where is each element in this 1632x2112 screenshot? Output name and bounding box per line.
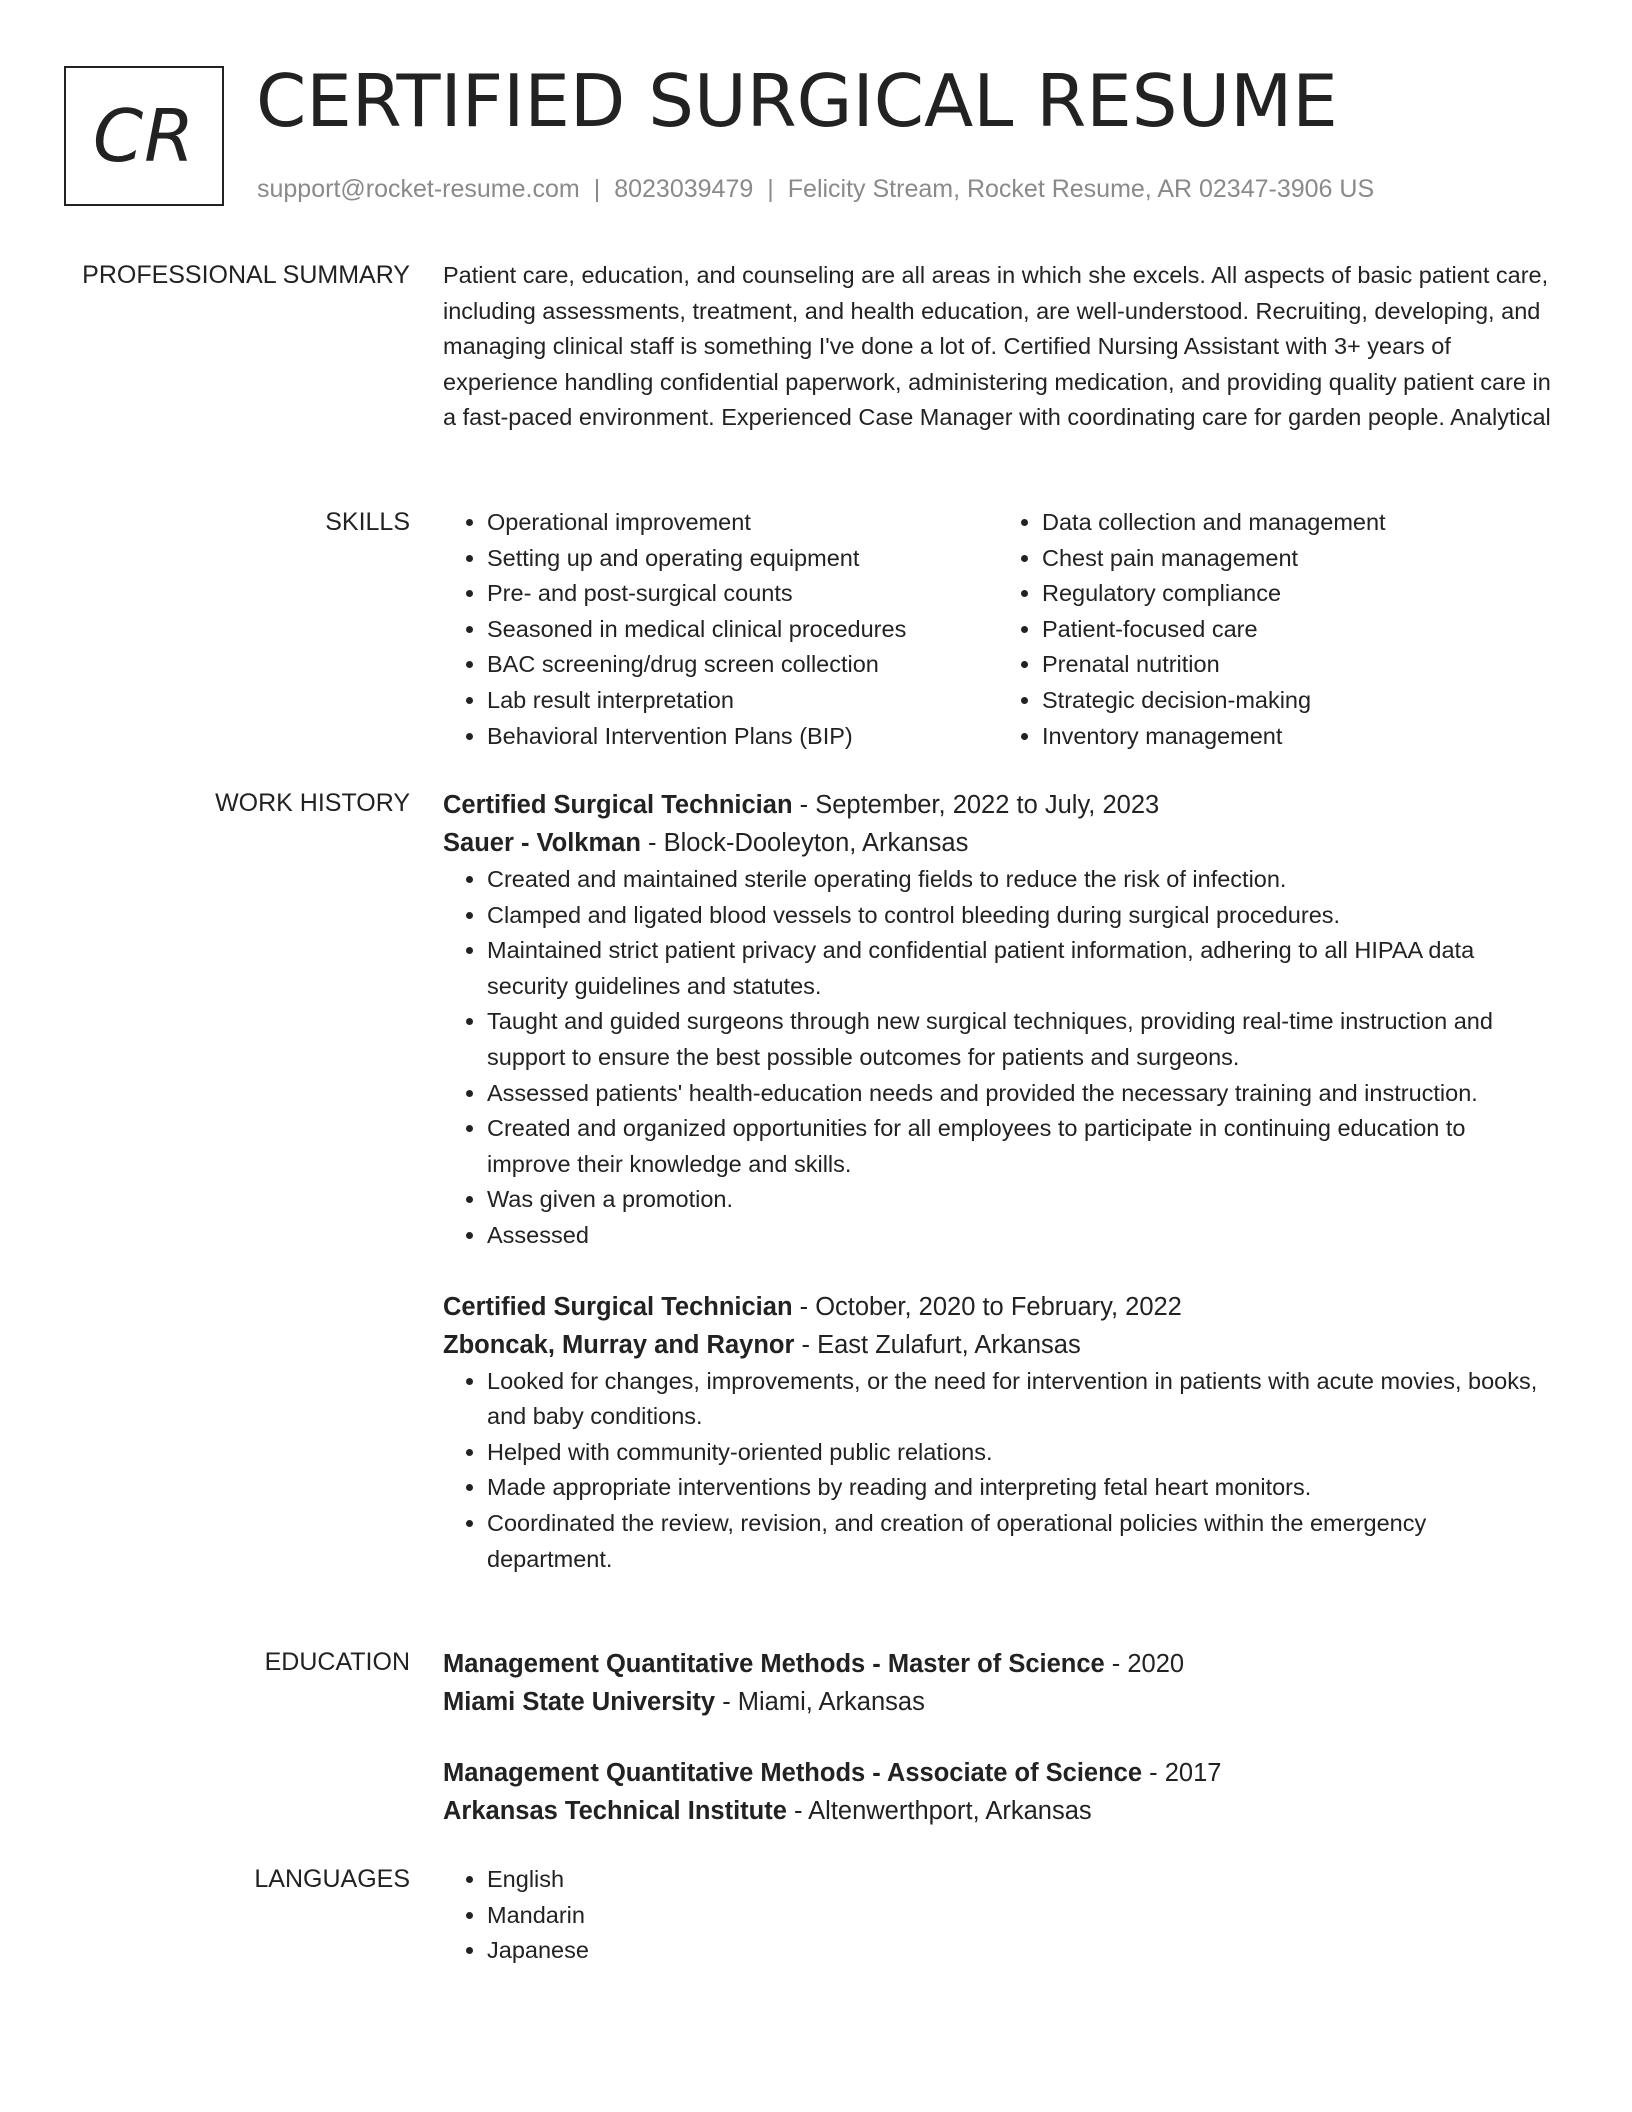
section-label-skills: SKILLS (325, 508, 410, 536)
section-label-summary: PROFESSIONAL SUMMARY (82, 261, 410, 289)
monogram-initials: CR (92, 94, 196, 178)
job-duties-list (443, 1364, 1553, 1578)
job-duty: • Assessed patients' health-education needs and provided the necessary training and instruction. (487, 1076, 1553, 1112)
degree: Management Quantitative Methods - Master of Science (443, 1650, 1105, 1678)
school-line (443, 1683, 1553, 1721)
job-duty: • Created and organized opportunities for all employees to participate in continuing education to improve their knowledge and skills. (487, 1111, 1553, 1182)
skill-item: • Setting up and operating equipment (487, 541, 998, 577)
degree-line (443, 1645, 1553, 1683)
job-duty: • Taught and guided surgeons through new surgical techniques, providing real-time instruction and support to ensure the best possible outcomes for patients and surgeons. (487, 1004, 1553, 1075)
work-body (443, 786, 1553, 1577)
job-company-line (443, 1326, 1553, 1364)
degree-year: - 2017 (1142, 1759, 1222, 1787)
job-title-line (443, 786, 1553, 824)
languages-body (443, 1862, 1553, 1969)
skill-item: • Operational improvement (487, 505, 998, 541)
skill-item: • Seasoned in medical clinical procedures (487, 612, 998, 648)
degree: Management Quantitative Methods - Associate of Science (443, 1759, 1143, 1787)
section-label-work: WORK HISTORY (215, 789, 410, 817)
skills-list-right (998, 505, 1553, 754)
job-company: Sauer - Volkman (443, 829, 641, 857)
skill-item: • Data collection and management (1042, 505, 1553, 541)
contact-phone[interactable]: 8023039479 (614, 175, 754, 203)
job-location: - Block-Dooleyton, Arkansas (640, 829, 969, 857)
job-location: - East Zulafurt, Arkansas (794, 1330, 1081, 1359)
degree-year: - 2020 (1104, 1650, 1185, 1678)
school: Miami State University (443, 1688, 716, 1716)
contact-separator: | (593, 175, 601, 203)
job-entry (443, 786, 1553, 1254)
degree-line (443, 1754, 1553, 1792)
skill-item: • Regulatory compliance (1042, 576, 1553, 612)
job-title: Certified Surgical Technician (443, 1292, 793, 1321)
education-body (443, 1645, 1553, 1830)
resume-title: CERTIFIED SURGICAL RESUME (256, 59, 1338, 143)
job-dates: - September, 2022 to July, 2023 (792, 791, 1160, 819)
skill-item: • Inventory management (1042, 719, 1553, 755)
job-duty: • Looked for changes, improvements, or the need for intervention in patients with acute movies, books, and baby conditions. (487, 1364, 1553, 1435)
job-duty: • Maintained strict patient privacy and confidential patient information, adhering to all HIPAA data security guidelines and statutes. (487, 933, 1553, 1004)
language-item: • Japanese (487, 1933, 1553, 1969)
skill-item: • BAC screening/drug screen collection (487, 647, 998, 683)
job-duty: • Made appropriate interventions by reading and interpreting fetal heart monitors. (487, 1470, 1553, 1506)
section-label-languages: LANGUAGES (254, 1865, 410, 1893)
school-location: - Miami, Arkansas (715, 1688, 925, 1716)
languages-list (443, 1862, 1553, 1969)
job-title: Certified Surgical Technician (443, 791, 793, 819)
job-duty: • Was given a promotion. (487, 1182, 1553, 1218)
job-duty: • Helped with community-oriented public relations. (487, 1435, 1553, 1471)
education-entry (443, 1754, 1553, 1830)
skills-body (443, 505, 1553, 754)
skill-item: • Chest pain management (1042, 541, 1553, 577)
summary-body (443, 258, 1553, 436)
summary-text: Patient care, education, and counseling are all areas in which she excels. All aspects of basic patient care, including assessments, treatment, and health education, are well-understood. Recruiting, developing, and managing clinical staff is something I've done a lot of. Certified Nursing Assistant with 3+ years of experience handling confidential paperwork, administering medication, and providing quality patient care in a fast-paced environment. Experienced Case Manager with coordinating care for garden people. Analytical (443, 262, 1551, 431)
skill-item: • Strategic decision-making (1042, 683, 1553, 719)
job-company-line (443, 824, 1553, 862)
language-item: • English (487, 1862, 1553, 1898)
skill-item: • Behavioral Intervention Plans (BIP) (487, 719, 998, 755)
contact-email[interactable]: support@rocket-resume.com (257, 175, 580, 203)
job-duty: • Assessed (487, 1218, 1553, 1254)
job-entry (443, 1288, 1553, 1578)
job-duty: • Created and maintained sterile operating fields to reduce the risk of infection. (487, 862, 1553, 898)
job-duty: • Clamped and ligated blood vessels to control bleeding during surgical procedures. (487, 898, 1553, 934)
school-location: - Altenwerthport, Arkansas (786, 1797, 1092, 1825)
school-line (443, 1792, 1553, 1830)
contact-line (257, 175, 1374, 204)
contact-separator: | (767, 175, 774, 203)
skills-list-left (443, 505, 998, 754)
skill-item: • Patient-focused care (1042, 612, 1553, 648)
contact-address: Felicity Stream, Rocket Resume, AR 02347-3906 US (787, 175, 1375, 203)
skill-item: • Lab result interpretation (487, 683, 998, 719)
job-dates: - October, 2020 to February, 2022 (792, 1292, 1182, 1321)
section-label-education: EDUCATION (264, 1648, 410, 1676)
school: Arkansas Technical Institute (443, 1797, 787, 1825)
monogram-box (64, 66, 224, 206)
education-entry (443, 1645, 1553, 1721)
skill-item: • Prenatal nutrition (1042, 647, 1553, 683)
language-item: • Mandarin (487, 1898, 1553, 1934)
job-duty: • Coordinated the review, revision, and creation of operational policies within the emergency department. (487, 1506, 1553, 1577)
job-title-line (443, 1288, 1553, 1326)
job-company: Zboncak, Murray and Raynor (443, 1330, 795, 1359)
job-duties-list (443, 862, 1553, 1254)
skill-item: • Pre- and post-surgical counts (487, 576, 998, 612)
